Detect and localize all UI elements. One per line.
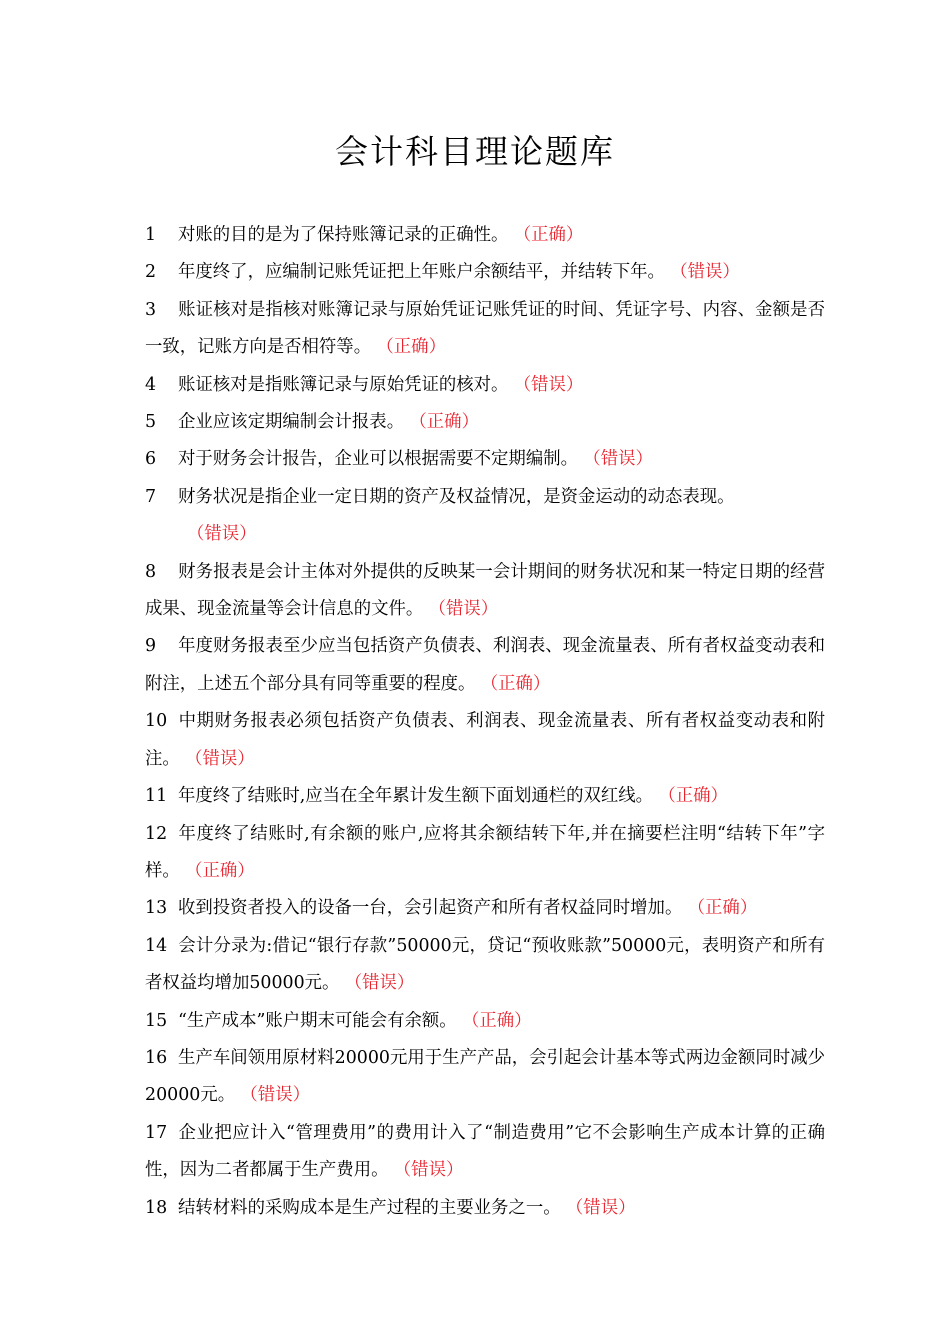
question-text: 年度终了结账时,有余额的账户,应将其余额结转下年,并在摘要栏注明“结转下年”字样。 <box>145 823 825 881</box>
question-item <box>145 628 825 703</box>
answer-label: （错误） <box>249 1085 310 1106</box>
question-number: 13 <box>145 898 168 919</box>
document-title: 会计科目理论题库 <box>335 132 615 171</box>
question-text: 年度终了结账时,应当在全年累计发生额下面划通栏的双红线。 <box>178 786 654 807</box>
answer-label: （错误） <box>187 524 257 545</box>
question-text: 企业应该定期编制会计报表。 <box>178 412 405 433</box>
question-text: 生产车间领用原材料20000元用于生产产品，会引起会计基本等式两边金额同时减少20000元。 <box>145 1047 825 1106</box>
question-text: 对于财务会计报告，企业可以根据需要不定期编制。 <box>178 449 578 470</box>
question-item <box>145 928 825 1003</box>
answer-label: （错误） <box>522 374 584 395</box>
question-number: 7 <box>145 486 157 507</box>
answer-label: （正确） <box>489 673 551 694</box>
answer-label: （错误） <box>437 599 499 620</box>
question-text: 收到投资者投入的设备一台，会引起资产和所有者权益同时增加。 <box>178 898 683 919</box>
question-text: 年度终了，应编制记账凭证把上年账户余额结平，并结转下年。 <box>178 262 665 283</box>
question-text: 企业把应计入“管理费用”的费用计入了“制造费用”它不会影响生产成本计算的正确性，因为二者都属于生产费用。 <box>145 1122 825 1181</box>
question-text: 会计分录为:借记“银行存款”50000元，贷记“预收账款”50000元，表明资产和所有者权益均增加50000元。 <box>145 935 825 994</box>
question-number: 10 <box>145 711 168 732</box>
question-text: 账证核对是指账簿记录与原始凭证的核对。 <box>178 374 509 395</box>
question-number: 1 <box>145 225 157 245</box>
question-text: “生产成本”账户期末可能会有余额。 <box>178 1010 457 1031</box>
question-text: 财务状况是指企业一定日期的资产及权益情况，是资金运动的动态表现。 <box>178 486 735 507</box>
answer-label: （错误） <box>592 449 653 470</box>
question-number: 12 <box>145 823 168 844</box>
answer-label: （正确） <box>470 1010 532 1031</box>
question-number: 17 <box>145 1122 168 1143</box>
question-item <box>145 1190 825 1227</box>
question-item <box>145 367 825 404</box>
question-item <box>145 816 825 891</box>
question-item <box>145 1115 825 1190</box>
question-number: 15 <box>145 1010 168 1031</box>
answer-label: （正确） <box>193 860 255 881</box>
question-number: 4 <box>145 374 157 395</box>
question-number: 9 <box>145 636 157 657</box>
question-number: 14 <box>145 935 168 956</box>
question-text: 中期财务报表必须包括资产负债表、利润表、现金流量表、所有者权益变动表和附注。 <box>145 711 825 769</box>
question-text: 年度财务报表至少应当包括资产负债表、利润表、现金流量表、所有者权益变动表和附注，上述五个部分具有同等重要的程度。 <box>145 636 825 694</box>
question-number: 6 <box>145 449 157 470</box>
question-item <box>145 1003 825 1040</box>
question-number: 16 <box>145 1047 168 1068</box>
question-item <box>145 292 825 367</box>
question-item <box>145 1040 825 1115</box>
question-number: 3 <box>145 299 157 320</box>
question-item <box>145 778 825 815</box>
question-item <box>145 217 825 254</box>
answer-label: （正确） <box>418 412 479 433</box>
question-item <box>145 404 825 441</box>
answer-label: （正确） <box>522 225 584 245</box>
question-number: 8 <box>145 561 157 582</box>
question-text: 财务报表是会计主体对外提供的反映某一会计期间的财务状况和某一特定日期的经营成果、现金流量等会计信息的文件。 <box>145 561 825 620</box>
question-item <box>145 890 825 927</box>
answer-label: （正确） <box>667 786 728 807</box>
question-text: 账证核对是指核对账簿记录与原始凭证记账凭证的时间、凭证字号、内容、金额是否一致，记账方向是否相符等。 <box>145 299 825 358</box>
question-item <box>145 441 825 478</box>
question-number: 11 <box>145 786 168 807</box>
question-text: 对账的目的是为了保持账簿记录的正确性。 <box>178 225 509 245</box>
question-text: 结转材料的采购成本是生产过程的主要业务之一。 <box>178 1197 561 1218</box>
question-list <box>145 217 825 1227</box>
answer-label: （错误） <box>353 973 415 994</box>
answer-label: （错误） <box>402 1160 464 1181</box>
answer-label: （错误） <box>574 1197 636 1218</box>
answer-label: （错误） <box>193 748 255 769</box>
question-item <box>145 554 825 629</box>
answer-label: （错误） <box>678 262 740 283</box>
answer-label: （正确） <box>696 898 758 919</box>
question-item <box>145 703 825 778</box>
question-item <box>145 254 825 291</box>
question-item <box>145 479 825 554</box>
question-number: 2 <box>145 262 157 283</box>
question-number: 5 <box>145 412 157 433</box>
answer-label: （正确） <box>385 337 446 358</box>
question-number: 18 <box>145 1197 168 1218</box>
